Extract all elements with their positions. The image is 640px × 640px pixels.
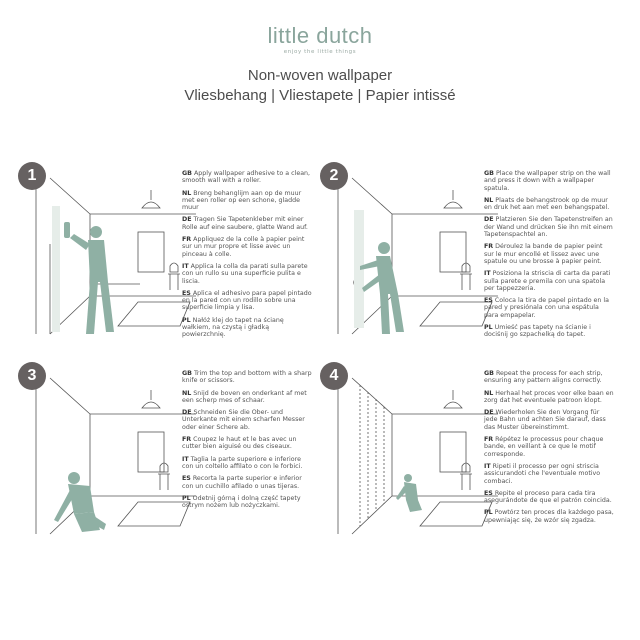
instruction-fr: FR Déroulez la bande de papier peint sur le mur encollé et lissez avec une spatule ou une brosse à papier peint. [484, 243, 603, 265]
instruction-it: IT Taglia la parte superiore e inferiore con un coltello affilato o con le forbici. [182, 455, 303, 470]
instruction-gb: GB Apply wallpaper adhesive to a clean, smooth wall with a roller. [182, 170, 311, 185]
instruction-fr: FR Appliquez de la colle à papier peint sur un mur propre et lisse avec un pinceau à colle. [182, 236, 305, 258]
brand-tagline: enjoy the little things [283, 49, 357, 55]
instruction-de: DE Tragen Sie Tapetenkleber mit einer Rolle auf eine saubere, glatte Wand auf. [182, 216, 308, 231]
instruction-es: ES Aplica el adhesivo para papel pintado en la pared con un rodillo sobre una superficie limpia y lisa. [182, 289, 312, 312]
instruction-gb: GB Repeat the process for each strip, ensuring any pattern aligns correctly. [484, 370, 603, 385]
title-line-2: Vliesbehang | Vliestapete | Papier intissé [184, 87, 456, 104]
person-figure [396, 474, 422, 512]
instruction-nl: NL Plaats de behangstrook op de muur en druk het aan met een behangspatel. [484, 196, 610, 212]
instruction-de: DE Platzieren Sie den Tapetenstreifen an der Wand und drücken Sie ihn mit einem Tapetenspachtel an. [484, 216, 613, 239]
step-1 [18, 162, 318, 352]
person-figure [52, 206, 114, 334]
person-figure [354, 210, 404, 334]
step-2-illustration [332, 174, 498, 336]
step-number-badge: 2 [320, 162, 348, 190]
brand-logo: little dutch [267, 23, 373, 48]
instruction-fr: FR Coupez le haut et le bas avec un cutter bien aiguisé ou des ciseaux. [182, 436, 297, 451]
instruction-it: IT Ripeti il processo per ogni striscia assicurandoti che l'eventuale motivo combaci. [484, 462, 601, 485]
step-number-badge: 1 [18, 162, 46, 190]
instruction-de: DE Wiederholen Sie den Vorgang für jede Bahn und achten Sie darauf, dass das Muster übereinstimmt. [484, 409, 606, 431]
instruction-gb: GB Trim the top and bottom with a sharp knife or scissors. [182, 370, 312, 385]
brand-header [0, 24, 640, 55]
instruction-nl: NL Breng behanglijm aan op de muur met een roller op een schone, gladde muur [182, 189, 302, 212]
step-3-illustration [30, 374, 196, 536]
step-number-badge: 3 [18, 362, 46, 390]
step-1-instructions [182, 170, 312, 344]
instruction-de: DE Schneiden Sie die Ober- und Unterkante mit einem scharfen Messer oder einer Schere ab. [182, 409, 305, 431]
instruction-es: ES Recorta la parte superior e inferior con un cuchillo afilado o unas tijeras. [182, 475, 302, 490]
instruction-pl: PL Umieść pas tapety na ścianie i dociśnij go szpachelką do tapet. [484, 324, 591, 339]
step-number-badge: 4 [320, 362, 348, 390]
instruction-es: ES Coloca la tira de papel pintado en la pared y presiónala con una espátula para empapelar. [484, 297, 610, 319]
instruction-fr: FR Répétez le processus pour chaque bande, en veillant à ce que le motif corresponde. [484, 436, 604, 458]
instruction-gb: GB Place the wallpaper strip on the wall and press it down with a wallpaper spatula. [484, 170, 611, 192]
instruction-es: ES Repite el proceso para cada tira asegurándote de que el patrón coincida. [484, 489, 612, 505]
instruction-nl: NL Snijd de boven en onderkant af met een scherp mes of schaar. [182, 389, 307, 404]
title-line-1: Non-woven wallpaper [247, 67, 393, 84]
instruction-pl: PL Nałóż klej do tapet na ścianę wałkiem, na czystą i gładką powierzchnię. [182, 316, 284, 339]
page-title [0, 66, 640, 106]
step-4-illustration [332, 374, 498, 536]
step-2 [320, 162, 620, 352]
instruction-nl: NL Herhaal het proces voor elke baan en zorg dat het eventuele patroon klopt. [484, 389, 614, 404]
instruction-pl: PL Powtórz ten proces dla każdego pasa, upewniając się, że wzór się zgadza. [484, 509, 614, 524]
step-4 [320, 362, 620, 552]
step-3-instructions [182, 370, 312, 514]
instruction-it: IT Applica la colla da parati sulla parete con un rullo su una superficie pulita e liscia. [182, 262, 308, 285]
instruction-pl: PL Odetnij górną i dolną część tapety ostrym nożem lub nożyczkami. [182, 494, 301, 510]
step-1-illustration [30, 174, 196, 336]
step-3 [18, 362, 318, 552]
instruction-it: IT Posiziona la striscia di carta da parati sulla parete e premila con una spatola per tappezzeria. [484, 270, 611, 292]
step-4-instructions [484, 370, 614, 529]
step-2-instructions [484, 170, 614, 344]
